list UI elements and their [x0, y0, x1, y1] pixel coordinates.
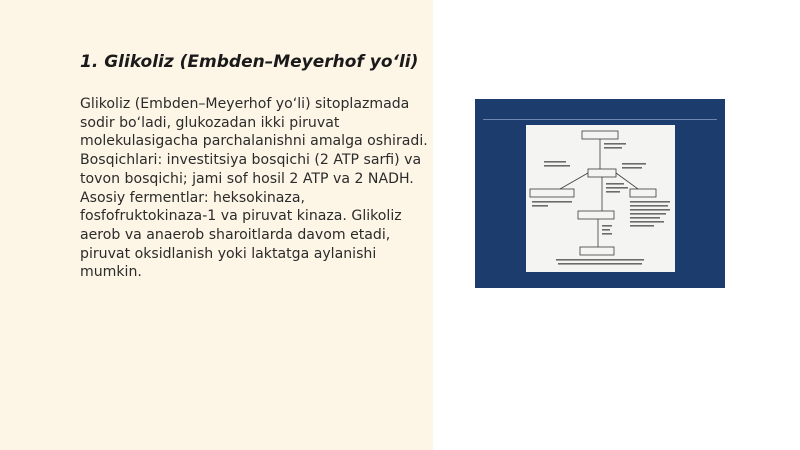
left-branch-box: [530, 189, 574, 197]
figure-divider: [483, 119, 717, 120]
slide-title: 1. Glikoliz (Embden–Meyerhof yo‘li): [80, 52, 419, 72]
final-box: [580, 247, 614, 255]
pyruvate-box: [588, 169, 616, 177]
right-branch-box: [630, 189, 656, 197]
diagram-sheet: [526, 125, 675, 272]
glucose-box: [582, 131, 618, 139]
acetyl-box: [578, 211, 614, 219]
glycolysis-diagram-image: [475, 99, 725, 288]
sketch-text-lines: [532, 143, 670, 265]
pathway-sketch: [526, 125, 675, 272]
slide-body-text: Glikoliz (Embden–Meyerhof yo‘li) sitoplazmada sodir bo‘ladi, glukozadan ikki piruvat molekulasigacha parchalanishni amalga oshiradi. Bosqichlari: investitsiya bosqichi (2 ATP sarfi) va tovon bosqichi; jami sof hosil 2 ATP va 2 NADH. Asosiy fermentlar: heksokinaza, fosfofruktokinaza-1 va piruvat kinaza. Glikoliz aerob va anaerob sharoitlarda davom etadi, piruvat oksidlanish yoki laktatga aylanishi mumkin.: [80, 96, 428, 281]
